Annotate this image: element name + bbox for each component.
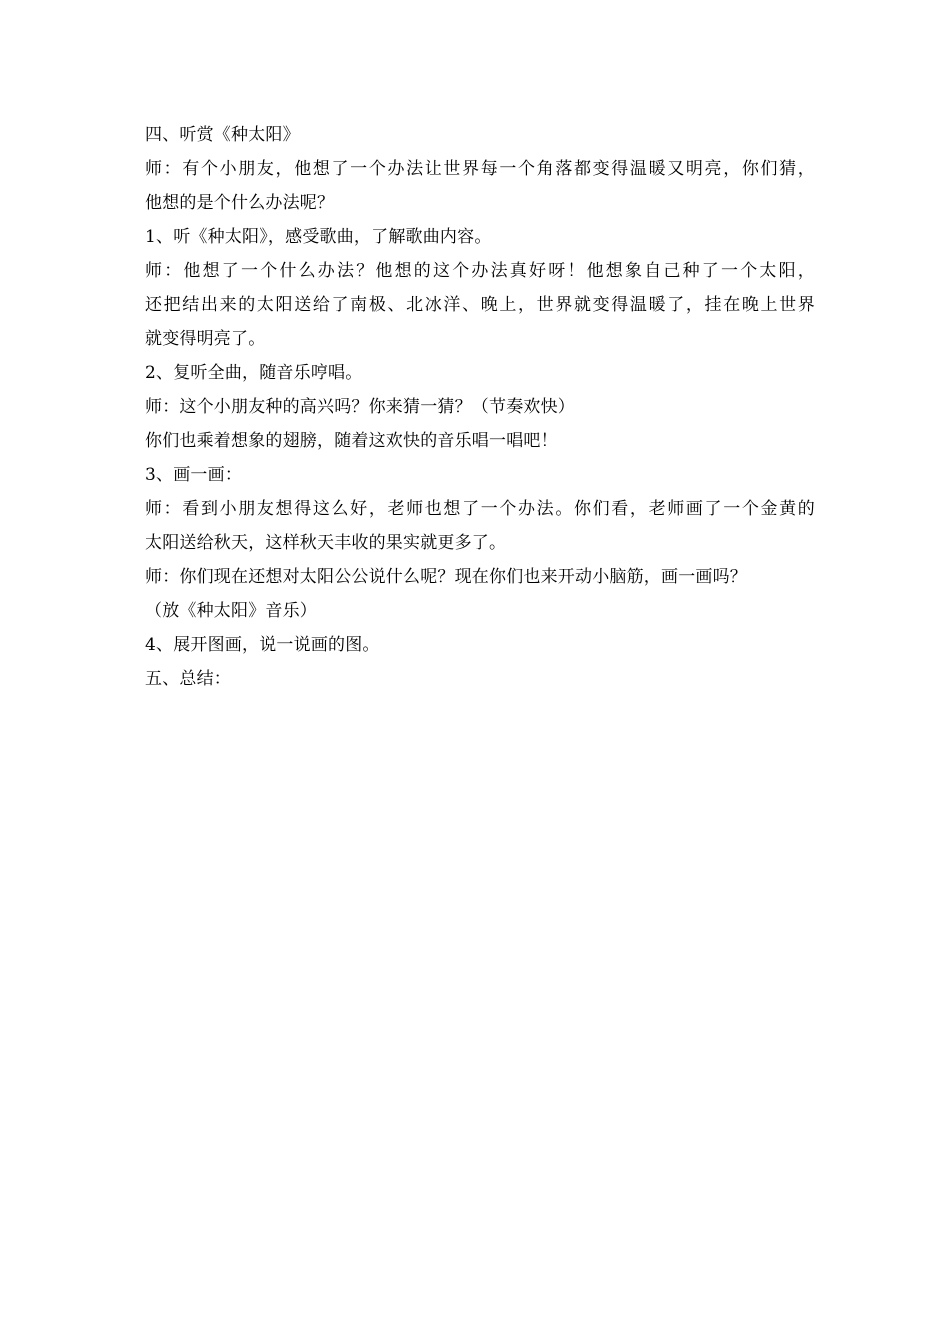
- step-heading-1: 1、听《种太阳》，感受歌曲，了解歌曲内容。: [145, 227, 492, 247]
- section-heading-listen: 四、听赏《种太阳》: [145, 125, 300, 145]
- document-body: [145, 118, 815, 696]
- paragraph-line: 师：这个小朋友种的高兴吗？你来猜一猜？（节奏欢快）: [145, 397, 575, 417]
- paragraph-line: 师：他想了一个什么办法？他想的这个办法真好呀！他想象自己种了一个太阳，: [145, 261, 815, 281]
- section-heading-summary: 五、总结：: [145, 669, 231, 689]
- step-heading-3: 3、画一画：: [145, 465, 243, 485]
- paragraph-line: 他想的是个什么办法呢？: [145, 193, 335, 213]
- paragraph-line: 太阳送给秋天，这样秋天丰收的果实就更多了。: [145, 533, 507, 553]
- step-heading-4: 4、展开图画，说一说画的图。: [145, 635, 380, 655]
- paragraph-line: 师：看到小朋友想得这么好，老师也想了一个办法。你们看，老师画了一个金黄的: [145, 499, 815, 519]
- paragraph-line: 师：有个小朋友，他想了一个办法让世界每一个角落都变得温暖又明亮，你们猜，: [145, 159, 815, 179]
- paragraph-line: （放《种太阳》音乐）: [145, 601, 317, 621]
- paragraph-line: 你们也乘着想象的翅膀，随着这欢快的音乐唱一唱吧！: [145, 431, 558, 451]
- step-heading-2: 2、复听全曲，随音乐哼唱。: [145, 363, 363, 383]
- paragraph-line: 师：你们现在还想对太阳公公说什么呢？现在你们也来开动小脑筋，画一画吗？: [145, 567, 747, 587]
- paragraph-line: 就变得明亮了。: [145, 329, 266, 349]
- paragraph-line: 还把结出来的太阳送给了南极、北冰洋、晚上，世界就变得温暖了，挂在晚上世界: [145, 295, 815, 315]
